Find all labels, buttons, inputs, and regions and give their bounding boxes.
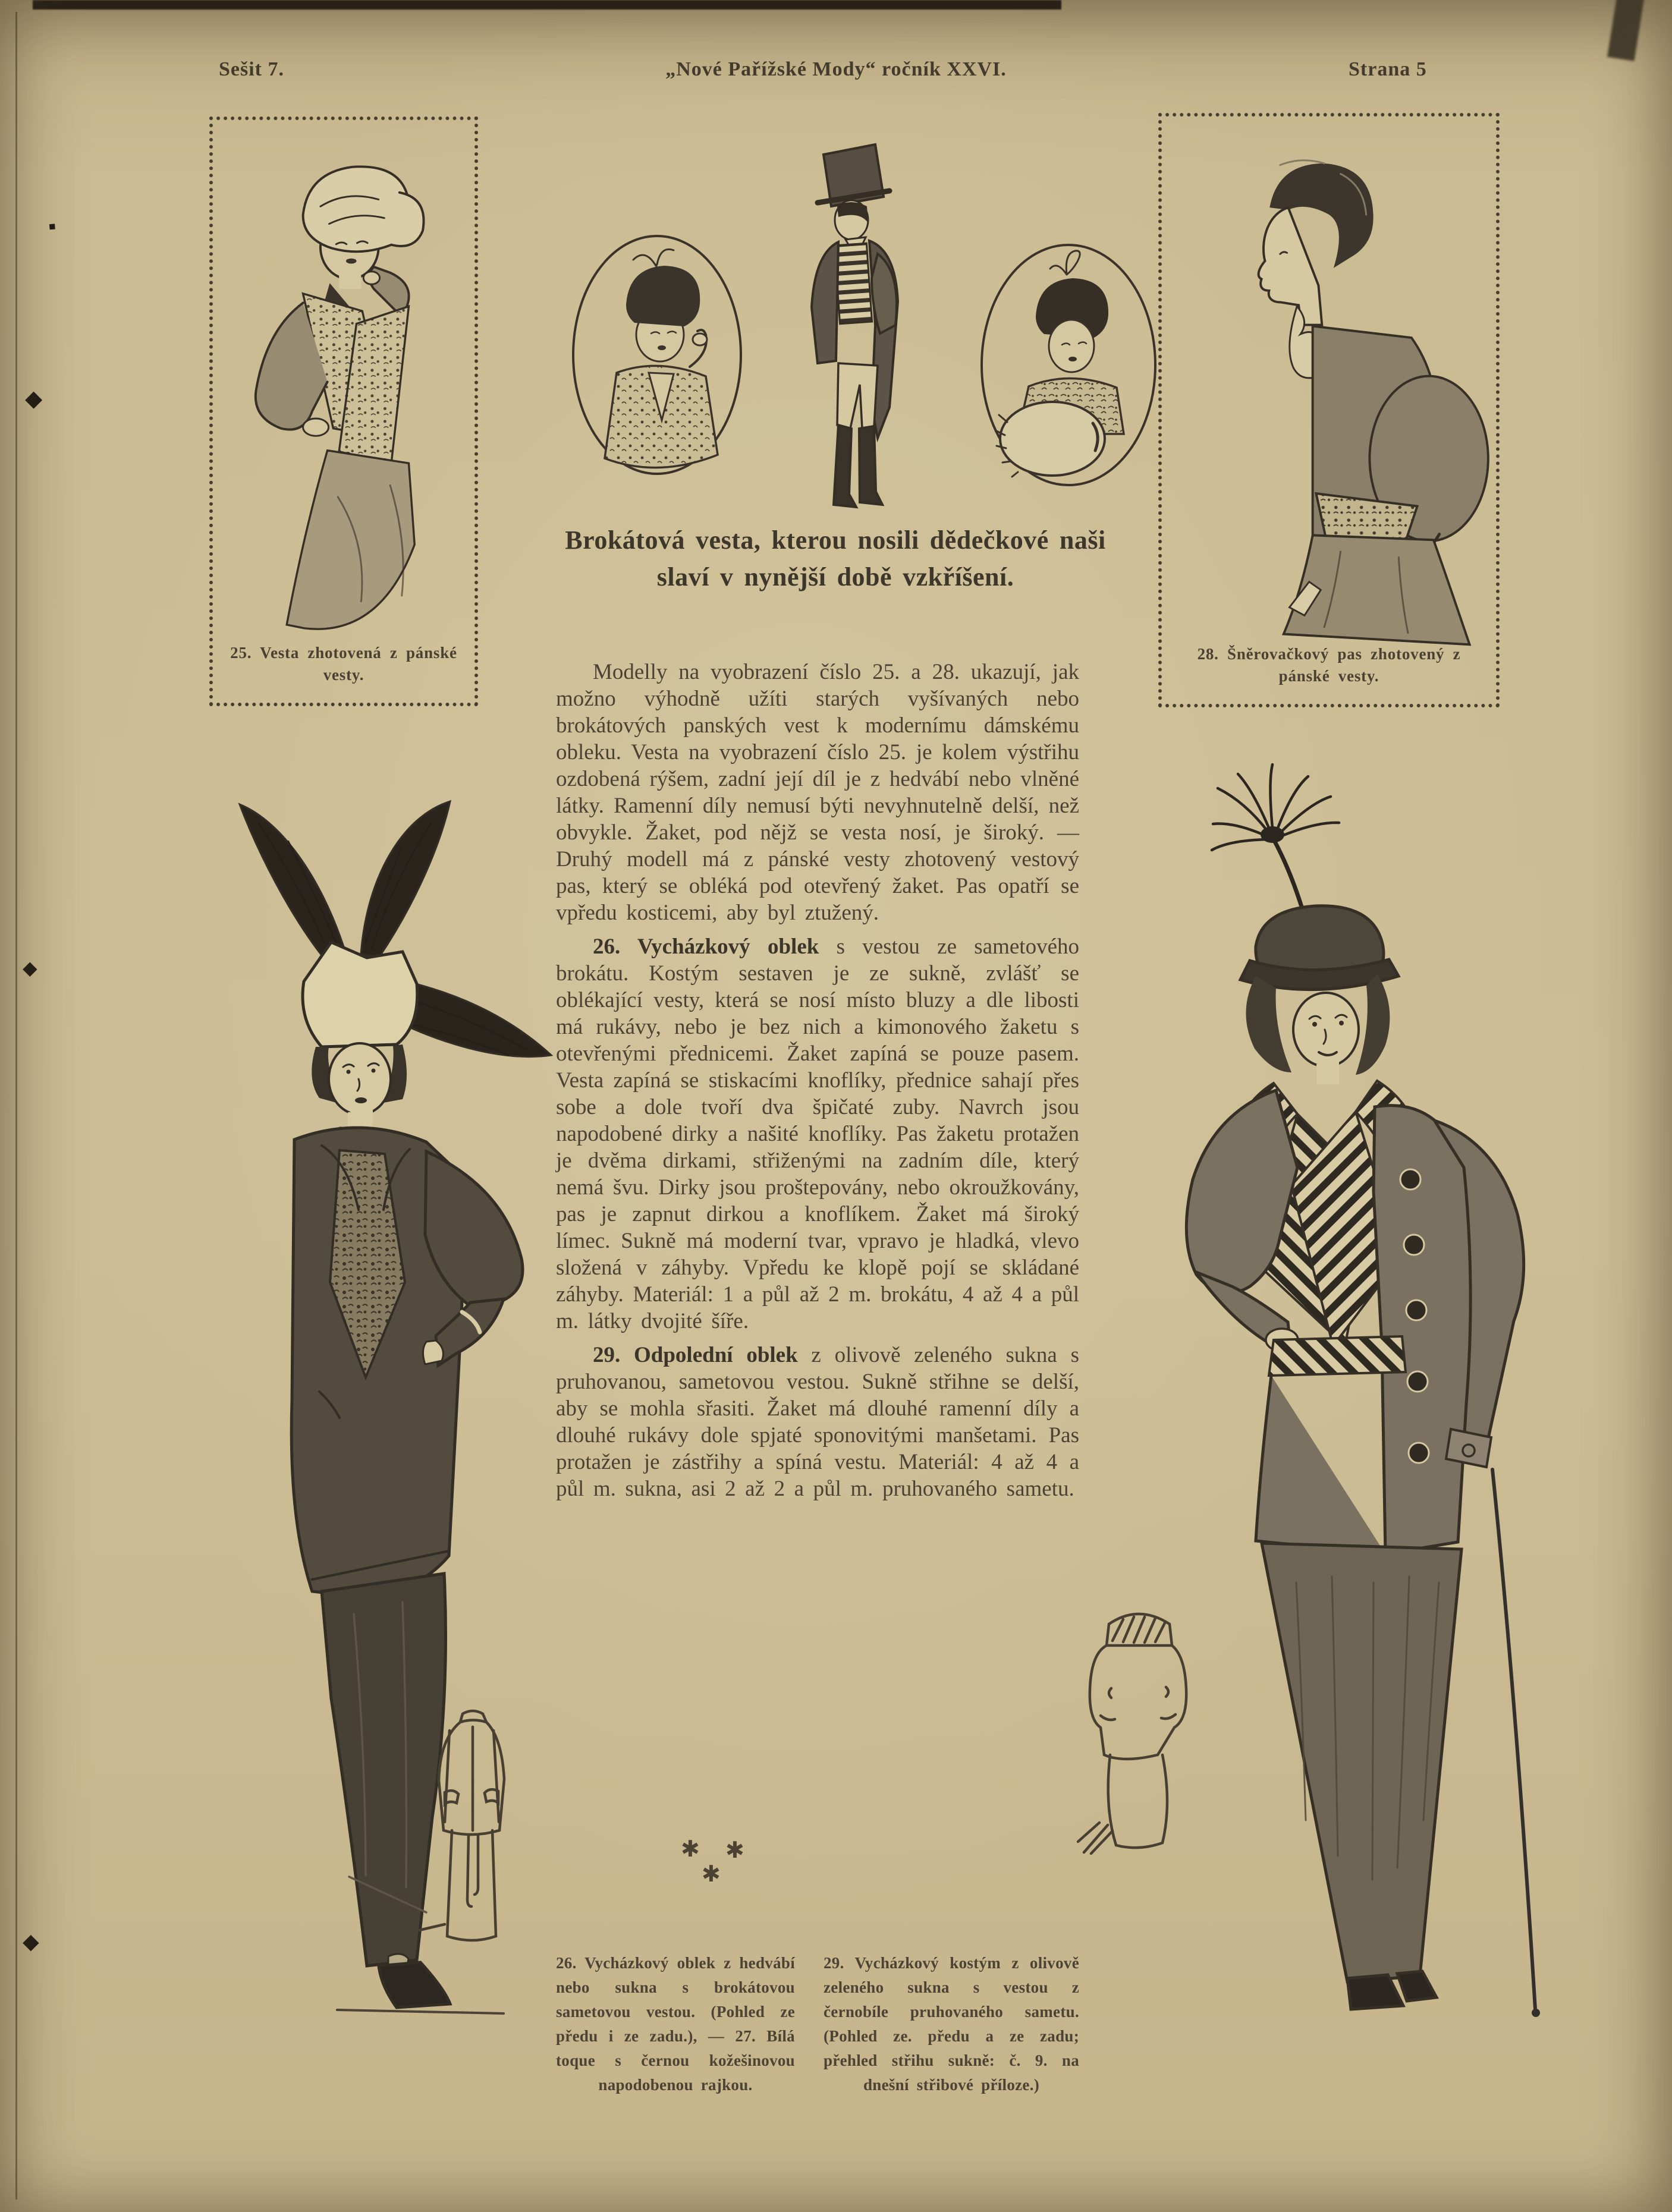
sketch-suit-back — [416, 1703, 523, 1953]
section-heading-line1: Brokátová vesta, kterou nosili dědečkové naši — [565, 526, 1106, 555]
caption-figure-29: 29. Vycházkový kostým z olivově zeleného sukna s vestou z černobíle pruhovaného sametu. (Pohled ze. předu a ze zadu; přehled střihu sukně: č. 9. na dnešní střibové příloze.) — [824, 1954, 1079, 2094]
illustration-model-25 — [216, 137, 472, 648]
paragraph-lead: 29. Odpolední oblek — [593, 1343, 798, 1367]
article-paragraph — [556, 659, 1079, 926]
section-heading-line2: slaví v nynější době vzkříšení. — [656, 562, 1014, 591]
paragraph-lead: 26. Vycházkový oblek — [593, 934, 819, 959]
sketch-figure-back — [1073, 1599, 1204, 1855]
section-separator — [630, 1836, 785, 1889]
issue-number: Sešit 7. — [219, 58, 284, 80]
paragraph-text: z olivově zeleného sukna s pruhovanou, sametovou vestou. Sukně střihne se delší, aby se mohla sřasiti. Žaket má dlouhé ramenní díly a dlouhé rukávy dole spjaté sponovitými manšetami. Pas protažen je zástřihy a spíná vestu. Materiál: 4 až 4 a půl m. sukna, asi 2 až 2 a půl m. pruhovaného sametu. — [556, 1343, 1079, 1501]
separator-star-icon: ✱ — [725, 1838, 744, 1863]
margin-mark-diamond-icon: ◆ — [46, 219, 59, 233]
scan-edge-left — [15, 12, 17, 2200]
margin-mark-diamond-icon: ◆ — [23, 1930, 39, 1953]
article-body — [556, 659, 1079, 1509]
vignette-man-center — [761, 128, 934, 514]
vignette-oval-left — [568, 229, 746, 479]
scan-smudge — [1607, 0, 1645, 61]
illustration-model-29 — [1076, 750, 1611, 2058]
figure-25-caption: 25. Vesta zhotovená z pánské vesty. — [230, 644, 457, 684]
article-paragraph — [556, 1342, 1079, 1502]
margin-mark-diamond-icon: ◆ — [23, 957, 37, 978]
figure-25-frame — [209, 117, 478, 706]
section-heading — [535, 522, 1136, 596]
article-paragraph — [556, 933, 1079, 1335]
page-number: Strana 5 — [1349, 58, 1427, 80]
figure-28-caption: 28. Šněrovačkový pas zhotovený z pánské vesty. — [1197, 645, 1461, 685]
figure-28-frame — [1158, 113, 1500, 707]
scan-edge-top — [33, 0, 1061, 10]
illustration-model-28 — [1166, 133, 1492, 650]
separator-star-icon: ✱ — [681, 1837, 700, 1862]
paragraph-text: Modelly na vyobrazení číslo 25. a 28. ukazují, jak možno výhodně užíti starých vyšívaných nebo brokátových panských vest k modernímu dámskému obleku. Vesta na vyobrazení číslo 25. je kolem výstřihu ozdobená rýšem, zadní její díl je z hedvábí nebo vlněné látky. Ramenní díly nemusí býti nevyhnutelně delší, než obvykle. Žaket, pod nějž se vesta nosí, je široký. — Druhý modell má z pánské vesty zhotovený vestový pas, který se obléká pod otevřený žaket. Pas opatří se vpředu kosticemi, aby byl ztužený. — [556, 660, 1079, 925]
caption-figures-26-27: 26. Vycházkový oblek z hedvábí nebo sukna s brokátovou sametovou vestou. (Pohled ze předu i ze zadu.), — 27. Bílá toque s černou kožešinovou napodobenou rajkou. — [556, 1954, 795, 2094]
margin-mark-diamond-icon: ◆ — [25, 386, 43, 411]
paragraph-text: s vestou ze sametového brokátu. Kostým sestaven je ze sukně, zvlášť se oblékající vesty, která se nosí místo bluzy a dle libosti má rukávy, nebo je bez nich a kimonového žaketu s otevřenými přednicemi. Žaket zapíná se pouze pasem. Vesta zapíná se stiskacími knoflíky, přednice sahají přes sobe a dole tvoří dva špičaté zuby. Navrch jsou napodobené dirky a našité knoflíky. Pas žaketu protažen je dvěma dirkami, střiženými na zadním díle, který nemá švu. Dirky jsou proštepovány, nebo okroužkovány, pas je zapnut dirkou a knoflíkem. Žaket má široký límec. Sukně má moderní tvar, vpravo je hladká, vlevo složená v záhyby. Vpředu ke klopě pojí se skládané záhyby. Materiál: 1 a půl až 2 m. brokátu, 4 až 4 a půl m. látky dvojité šíře. — [556, 934, 1080, 1333]
vignette-oval-right — [976, 238, 1161, 493]
magazine-title: „Nové Pařížské Mody“ ročník XXVI. — [665, 58, 1007, 80]
separator-star-icon: ✱ — [702, 1862, 721, 1887]
